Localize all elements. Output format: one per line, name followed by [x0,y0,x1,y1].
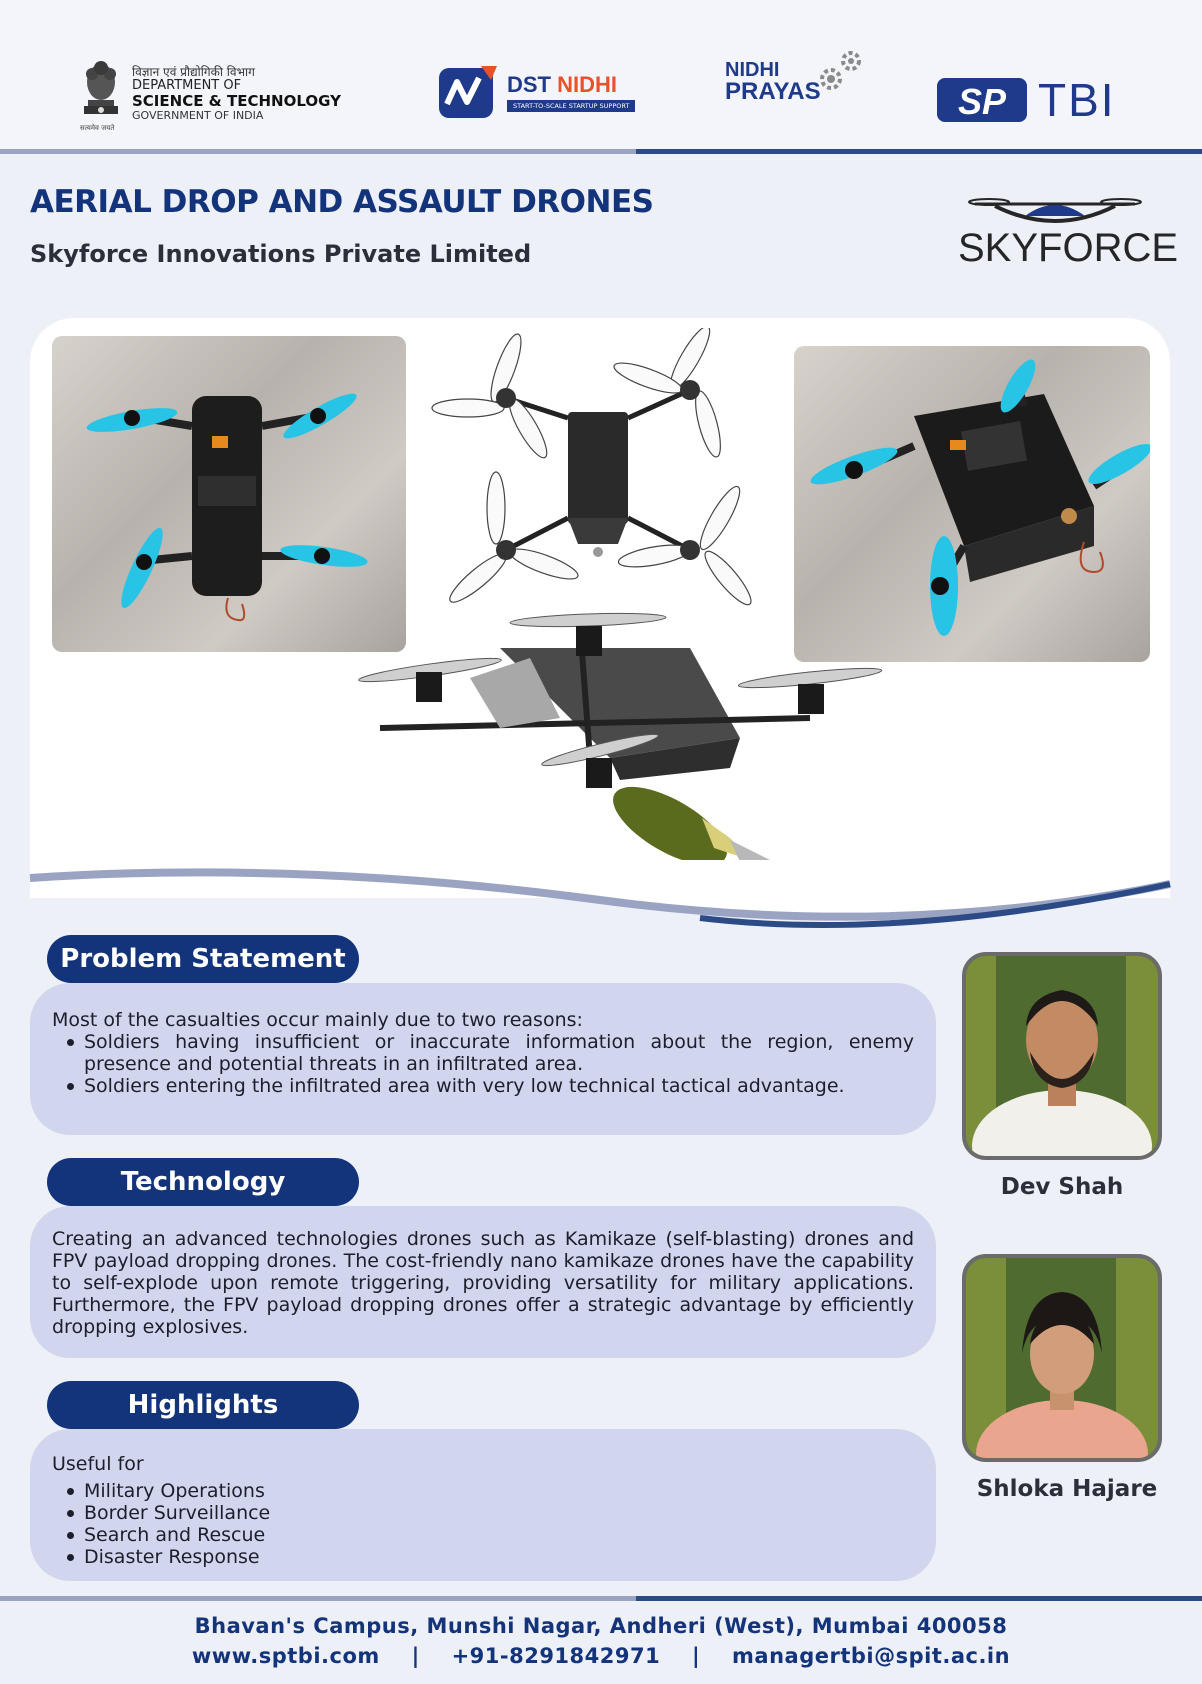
header-divider [0,149,1202,155]
dst-nidhi-logo [437,64,635,120]
footer-website-link[interactable]: www.sptbi.com [191,1644,380,1668]
sptbi-mark-icon [936,76,1032,124]
technology-panel [30,1206,936,1358]
problem-statement-heading: Problem Statement [47,935,359,983]
page-title: AERIAL DROP AND ASSAULT DRONES [30,184,654,220]
team-photo-shloka-hajare [962,1254,1162,1462]
problem-point: Soldiers having insufficient or inaccurate information about the region, enemy presence and potential threats in an infiltrated area. [52,1031,914,1075]
sptbi-mark-text: SP [957,81,1007,122]
gear-icon [817,49,865,95]
company-name: Skyforce Innovations Private Limited [30,240,532,268]
footer-email-link[interactable]: managertbi@spit.ac.in [732,1644,1011,1668]
drone-cad-assault-render [350,608,910,878]
highlights-intro: Useful for [52,1453,144,1475]
dst-line1: DEPARTMENT OF [132,78,242,94]
footer [0,1614,1202,1668]
prayas-line1: NIDHI [725,59,780,81]
highlight-item: Search and Rescue [52,1524,914,1546]
nidhi-word-nidhi: NIDHI [557,72,618,97]
footer-phone[interactable]: +91-8291842971 [451,1644,661,1668]
nidhi-mark-icon [437,64,499,120]
problem-point: Soldiers entering the infiltrated area with very low technical tactical advantage. [52,1075,914,1097]
technology-heading: Technology [47,1158,359,1206]
emblem-motto: सत्यमेव जयते [80,124,115,132]
nidhi-prayas-logo [725,60,865,104]
dst-line2: SCIENCE & TECHNOLOGY [132,92,341,111]
drone-photo-top-view [52,336,406,652]
skyforce-wordmark: SKYFORCE [958,226,1179,270]
problem-intro: Most of the casualties occur mainly due to two reasons: [52,1009,583,1031]
nidhi-tagline: START-TO-SCALE STARTUP SUPPORT [507,100,635,112]
dst-logo [78,56,341,132]
footer-address: Bhavan's Campus, Munshi Nagar, Andheri (West), Mumbai 400058 [194,1614,1008,1638]
team-member-name: Shloka Hajare [976,1476,1158,1502]
dst-line3: GOVERNMENT OF INDIA [132,108,264,122]
technology-text: Creating an advanced technologies drones such as Kamikaze (self-blasting) drones and FPV payload dropping drones. The cost-friendly nano kamikaze drones have the capability to self-explode upon remote triggering, providing versatility for military applications. Furthermore, the FPV payload dropping drones offer a strategic advantage by efficiently dropping explosives. [52,1228,914,1338]
drone-gallery [30,318,1170,898]
prayas-line2: PRAYAS [725,78,821,105]
highlight-item: Border Surveillance [52,1502,914,1524]
footer-separator: | [692,1644,701,1668]
team-member-name: Dev Shah [1000,1174,1124,1200]
problem-statement-panel [30,983,936,1135]
highlights-heading: Highlights [47,1381,359,1429]
highlights-panel [30,1429,936,1581]
footer-separator: | [411,1644,420,1668]
nidhi-word-dst: DST [507,72,551,97]
highlight-item: Disaster Response [52,1546,914,1568]
drone-cad-top-view [428,328,768,618]
footer-divider [0,1596,1202,1602]
highlight-item: Military Operations [52,1480,914,1502]
sptbi-logo [936,73,1116,127]
team-photo-dev-shah [962,952,1162,1160]
dst-hindi: विज्ञान एवं प्रौद्योगिकी विभाग [132,64,255,79]
national-emblem-icon [78,56,124,132]
sptbi-word: TBI [1038,74,1116,126]
